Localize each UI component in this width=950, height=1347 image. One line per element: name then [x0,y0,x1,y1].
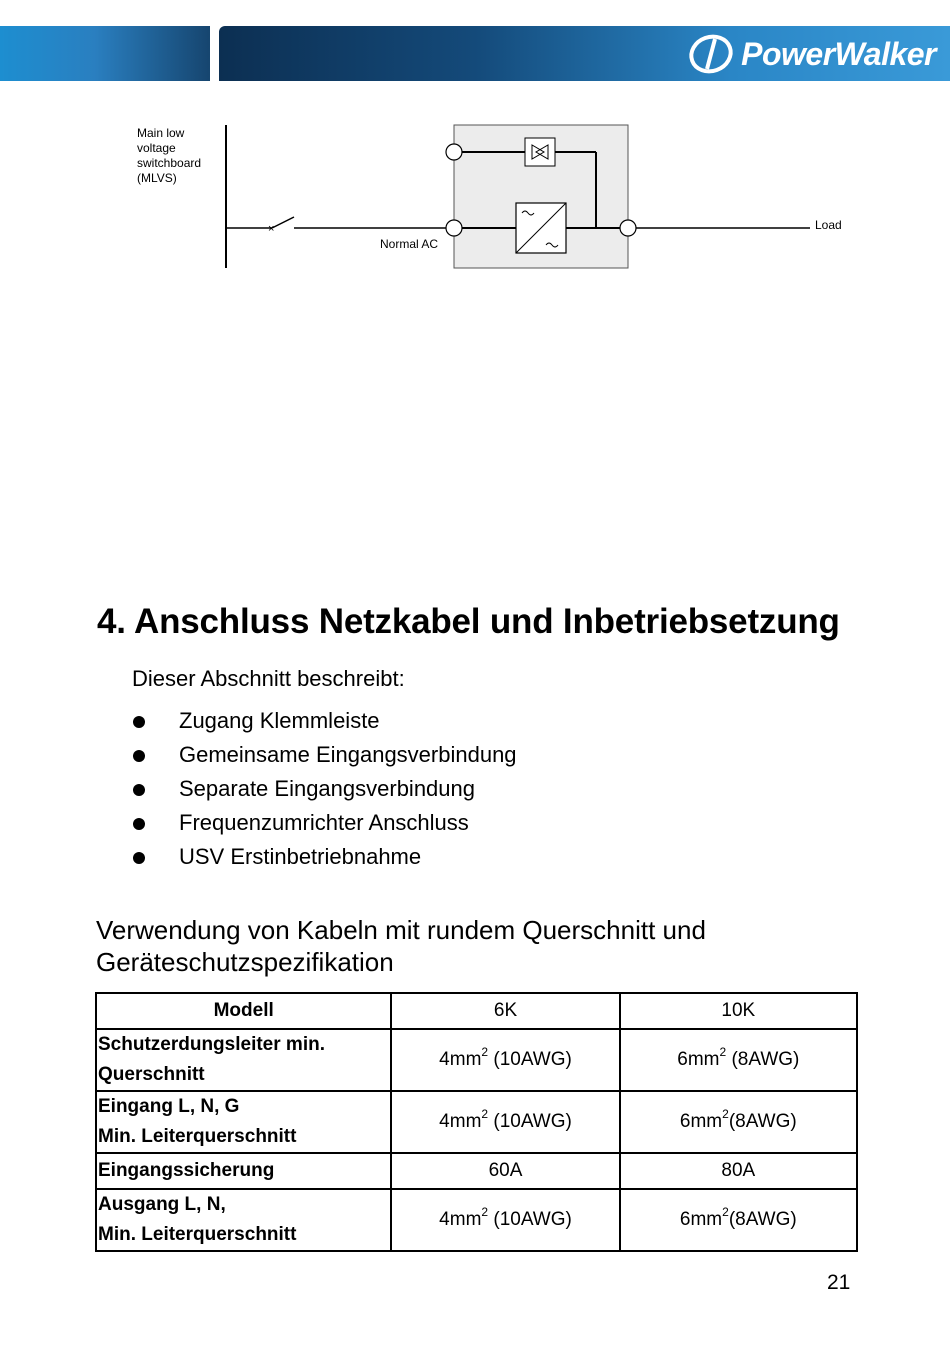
mlvs-label-line: Main low [137,126,185,140]
ups-bypass-diagram [120,110,860,285]
mlvs-label-line: voltage [137,141,176,155]
brand-logo [687,33,936,75]
normal-ac-label: Normal AC [380,237,439,251]
row-label [96,1091,391,1153]
row-label-line: Ausgang L, N, [98,1194,226,1215]
value-6k: $4mm^2$ (10AWG) [391,1029,619,1091]
section-title: Verwendung von Kabeln mit rundem Querschnitt und Geräteschutzspezifikation [96,915,706,977]
list-item-text: USV Erstinbetriebnahme [179,844,422,869]
mlvs-label-line: switchboard [137,156,202,170]
bullet-icon [133,852,145,864]
list-item [133,704,517,738]
table-row [96,1029,857,1091]
list-item-text: Gemeinsame Eingangsverbindung [179,742,517,767]
table-row [96,1189,857,1251]
value-10k: 80A [620,1153,857,1189]
diagram-drawing [120,110,860,285]
list-item [133,772,517,806]
cable-spec-table [95,992,858,1252]
row-label-line: Min. Leiterquerschnitt [98,1126,297,1147]
value-6k: $4mm^2$ (10AWG) [391,1189,619,1251]
load-label: Load [815,218,842,232]
row-label [96,1029,391,1091]
value-10k: $6mm^2(8AWG)$ [620,1189,857,1251]
value-10k: $6mm^2$ (8AWG) [620,1029,857,1091]
header-band-left [0,26,210,81]
table-header-row [96,993,857,1029]
intro-text: Dieser Abschnitt beschreibt: [132,666,405,691]
list-item [133,806,517,840]
list-item [133,738,517,772]
header-model: Modell [96,993,391,1029]
list-item-text: Separate Eingangsverbindung [179,776,476,801]
table-row [96,1091,857,1153]
powerwalker-logo-icon [687,33,735,75]
value-10k: $6mm^2(8AWG)$ [620,1091,857,1153]
brand-name: PowerWalker [741,35,936,72]
list-item [133,840,517,874]
bullet-icon [133,750,145,762]
row-label-line: Schutzerdungsleiter min. [98,1034,325,1055]
row-label-line: Eingangssicherung [98,1160,275,1181]
bullet-icon [133,784,145,796]
chapter-heading: 4. Anschluss Netzkabel und Inbetriebsetzung [97,602,840,641]
value-6k: 60A [391,1153,619,1189]
row-label [96,1189,391,1251]
table-row [96,1153,857,1189]
mlvs-label [137,126,201,186]
row-label-line: Querschnitt [98,1064,205,1085]
bullet-icon [133,716,145,728]
value-6k: $4mm^2$ (10AWG) [391,1091,619,1153]
svg-text:×: × [268,223,275,235]
topic-list [133,704,517,874]
list-item-text: Zugang Klemmleiste [179,708,380,733]
list-item-text: Frequenzumrichter Anschluss [179,810,469,835]
page-number: 21 [827,1271,851,1294]
bullet-icon [133,818,145,830]
row-label [96,1153,391,1189]
row-label-line: Min. Leiterquerschnitt [98,1224,297,1245]
header-6k: 6K [391,993,619,1029]
header-10k: 10K [620,993,857,1029]
row-label-line: Eingang L, N, G [98,1096,240,1117]
mlvs-label-line: (MLVS) [137,171,177,185]
